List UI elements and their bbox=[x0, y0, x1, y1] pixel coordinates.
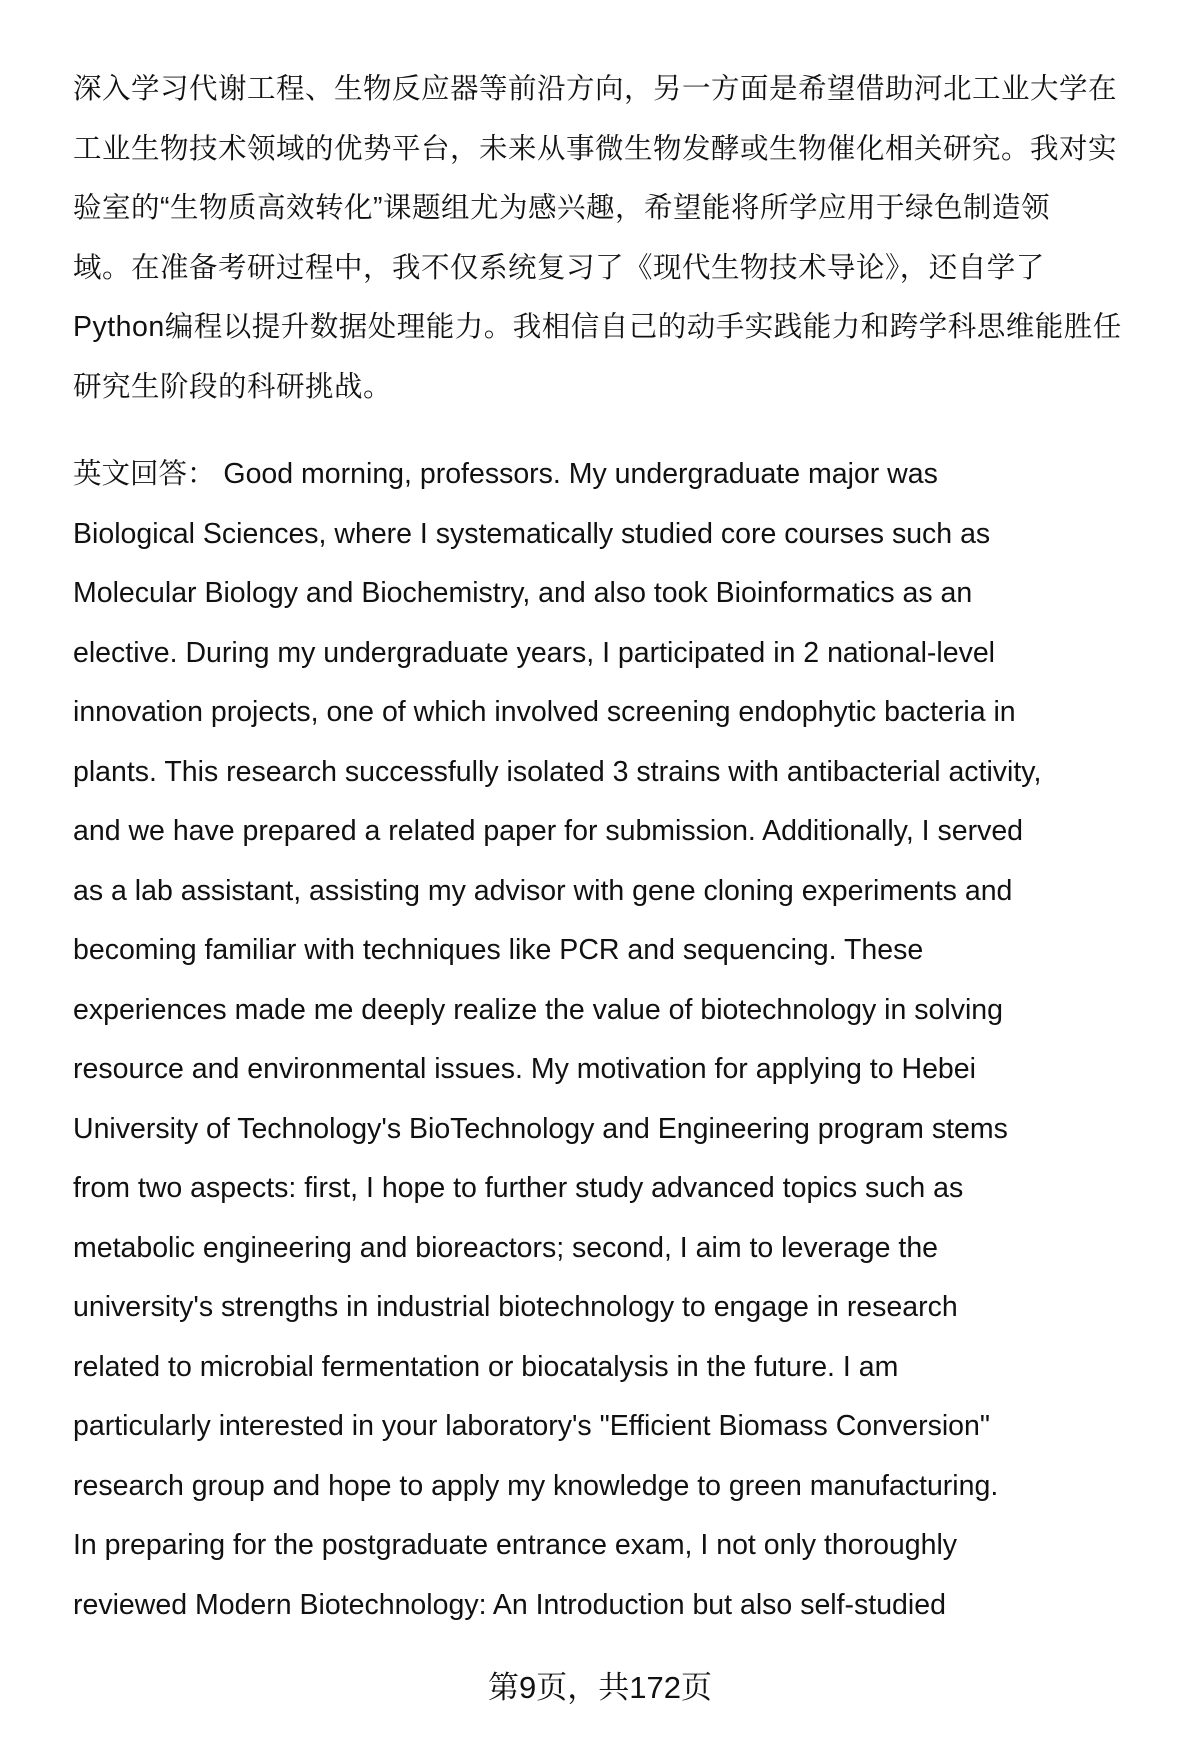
text-line: and we have prepared a related paper for submission. Additionally, I served bbox=[73, 815, 1024, 847]
text-line: University of Technology's BioTechnology and Engineering program stems bbox=[73, 1112, 1008, 1145]
text-line: as a lab assistant, assisting my advisor with gene cloning experiments and bbox=[73, 874, 1013, 907]
text-line: elective. During my undergraduate years, I participated in 2 national-level bbox=[73, 636, 996, 669]
text-line: becoming familiar with techniques like PCR and sequencing. These bbox=[73, 934, 924, 966]
text-line: 研究生阶段的科研挑战。 bbox=[73, 370, 393, 403]
text-line: Python编程以提升数据处理能力。我相信自己的动手实践能力和跨学科思维能胜任 bbox=[73, 311, 1122, 343]
text-line: Biological Sciences, where I systematically studied core courses such as bbox=[73, 517, 991, 550]
text-line: related to microbial fermentation or biocatalysis in the future. I am bbox=[73, 1350, 899, 1383]
text-line: particularly interested in your laboratory's "Efficient Biomass Conversion" bbox=[73, 1410, 990, 1442]
text-line: 英文回答： Good morning, professors. My undergraduate major was bbox=[73, 458, 938, 490]
text-line: plants. This research successfully isolated 3 strains with antibacterial activity, bbox=[73, 755, 1042, 788]
text-line: 工业生物技术领域的优势平台，未来从事微生物发酵或生物催化相关研究。我对实 bbox=[73, 132, 1118, 165]
text-line: metabolic engineering and bioreactors; second, I aim to leverage the bbox=[73, 1231, 939, 1264]
text-line: experiences made me deeply realize the value of biotechnology in solving bbox=[73, 993, 1003, 1026]
text-line: innovation projects, one of which involved screening endophytic bacteria in bbox=[73, 696, 1016, 728]
text-line: In preparing for the postgraduate entrance exam, I not only thoroughly bbox=[73, 1529, 958, 1561]
text-line: resource and environmental issues. My motivation for applying to Hebei bbox=[73, 1053, 976, 1085]
text-line: 深入学习代谢工程、生物反应器等前沿方向，另一方面是希望借助河北工业大学在 bbox=[73, 73, 1118, 105]
text-line: university's strengths in industrial biotechnology to engage in research bbox=[73, 1291, 958, 1323]
text-line: 验室的“生物质高效转化”课题组尤为感兴趣，希望能将所学应用于绿色制造领 bbox=[73, 192, 1050, 224]
text-line: 域。在准备考研过程中，我不仅系统复习了《现代生物技术导论》，还自学了 bbox=[73, 251, 1045, 284]
text-line: from two aspects: first, I hope to further study advanced topics such as bbox=[73, 1172, 964, 1204]
text-line: research group and hope to apply my knowledge to green manufacturing. bbox=[73, 1469, 999, 1502]
text-line: Molecular Biology and Biochemistry, and also took Bioinformatics as an bbox=[73, 577, 973, 609]
text-line: reviewed Modern Biotechnology: An Introduction but also self-studied bbox=[73, 1588, 946, 1621]
page-number-footer: 第9页，共172页 bbox=[488, 1670, 712, 1705]
